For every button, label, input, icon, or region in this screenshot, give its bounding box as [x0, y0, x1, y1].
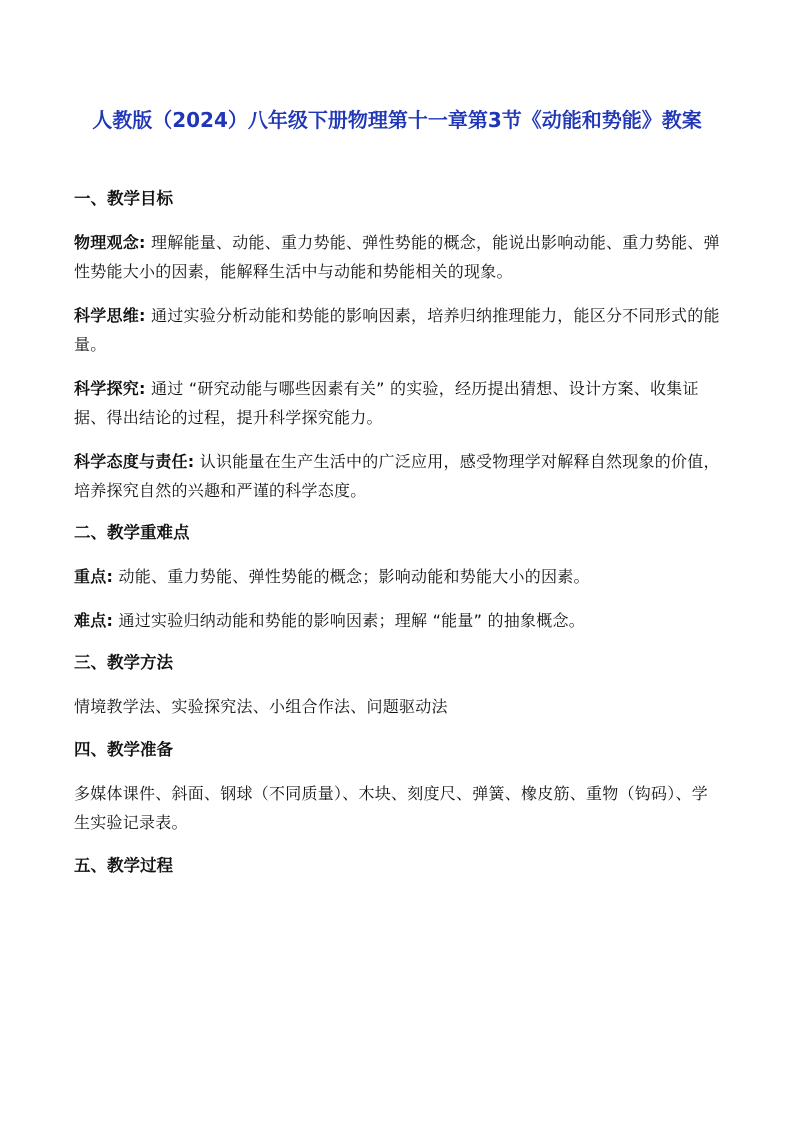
- key-point-label: 难点:: [74, 611, 114, 630]
- objective-label: 科学探究:: [74, 379, 146, 398]
- document-title: 人教版（2024）八年级下册物理第十一章第3节《动能和势能》教案: [92, 108, 702, 132]
- section-heading-objectives: 一、教学目标: [74, 189, 173, 208]
- objective-text: 认识能量在生产生活中的广泛应用，感受物理学对解释自然现象的价值，培养探究自然的兴趣和严谨的科学态度。: [74, 452, 720, 500]
- objective-scientific-thinking: [74, 301, 724, 359]
- section-heading-preparation: 四、教学准备: [74, 740, 173, 759]
- key-point-difficulty: [74, 606, 724, 635]
- section-heading-process: 五、教学过程: [74, 856, 173, 875]
- preparation-text: 多媒体课件、斜面、钢球（不同质量）、木块、刻度尺、弹簧、橡皮筋、重物（钩码）、学生实验记录表。: [74, 784, 709, 832]
- section-heading-key-points: 二、教学重难点: [74, 523, 190, 542]
- objective-scientific-inquiry: [74, 374, 724, 432]
- objective-attitude-responsibility: [74, 447, 724, 505]
- key-point-text: 动能、重力势能、弹性势能的概念；影响动能和势能大小的因素。: [113, 567, 590, 586]
- objective-label: 科学态度与责任:: [74, 452, 195, 471]
- objective-text: 通过实验分析动能和势能的影响因素，培养归纳推理能力，能区分不同形式的能量。: [74, 306, 720, 354]
- key-point-focus: [74, 562, 724, 591]
- key-point-text: 通过实验归纳动能和势能的影响因素；理解 “能量” 的抽象概念。: [113, 611, 585, 630]
- objective-physics-concept: [74, 228, 724, 286]
- methods-text: 情境教学法、实验探究法、小组合作法、问题驱动法: [74, 697, 448, 716]
- key-point-label: 重点:: [74, 567, 114, 586]
- objective-label: 科学思维:: [74, 306, 146, 325]
- section-heading-methods: 三、教学方法: [74, 653, 173, 672]
- document-body: [74, 186, 724, 895]
- objective-text: 通过 “研究动能与哪些因素有关” 的实验，经历提出猜想、设计方案、收集证据、得出结论的过程，提升科学探究能力。: [74, 379, 699, 427]
- objective-text: 理解能量、动能、重力势能、弹性势能的概念，能说出影响动能、重力势能、弹性势能大小的因素，能解释生活中与动能和势能相关的现象。: [74, 233, 720, 281]
- objective-label: 物理观念:: [74, 233, 146, 252]
